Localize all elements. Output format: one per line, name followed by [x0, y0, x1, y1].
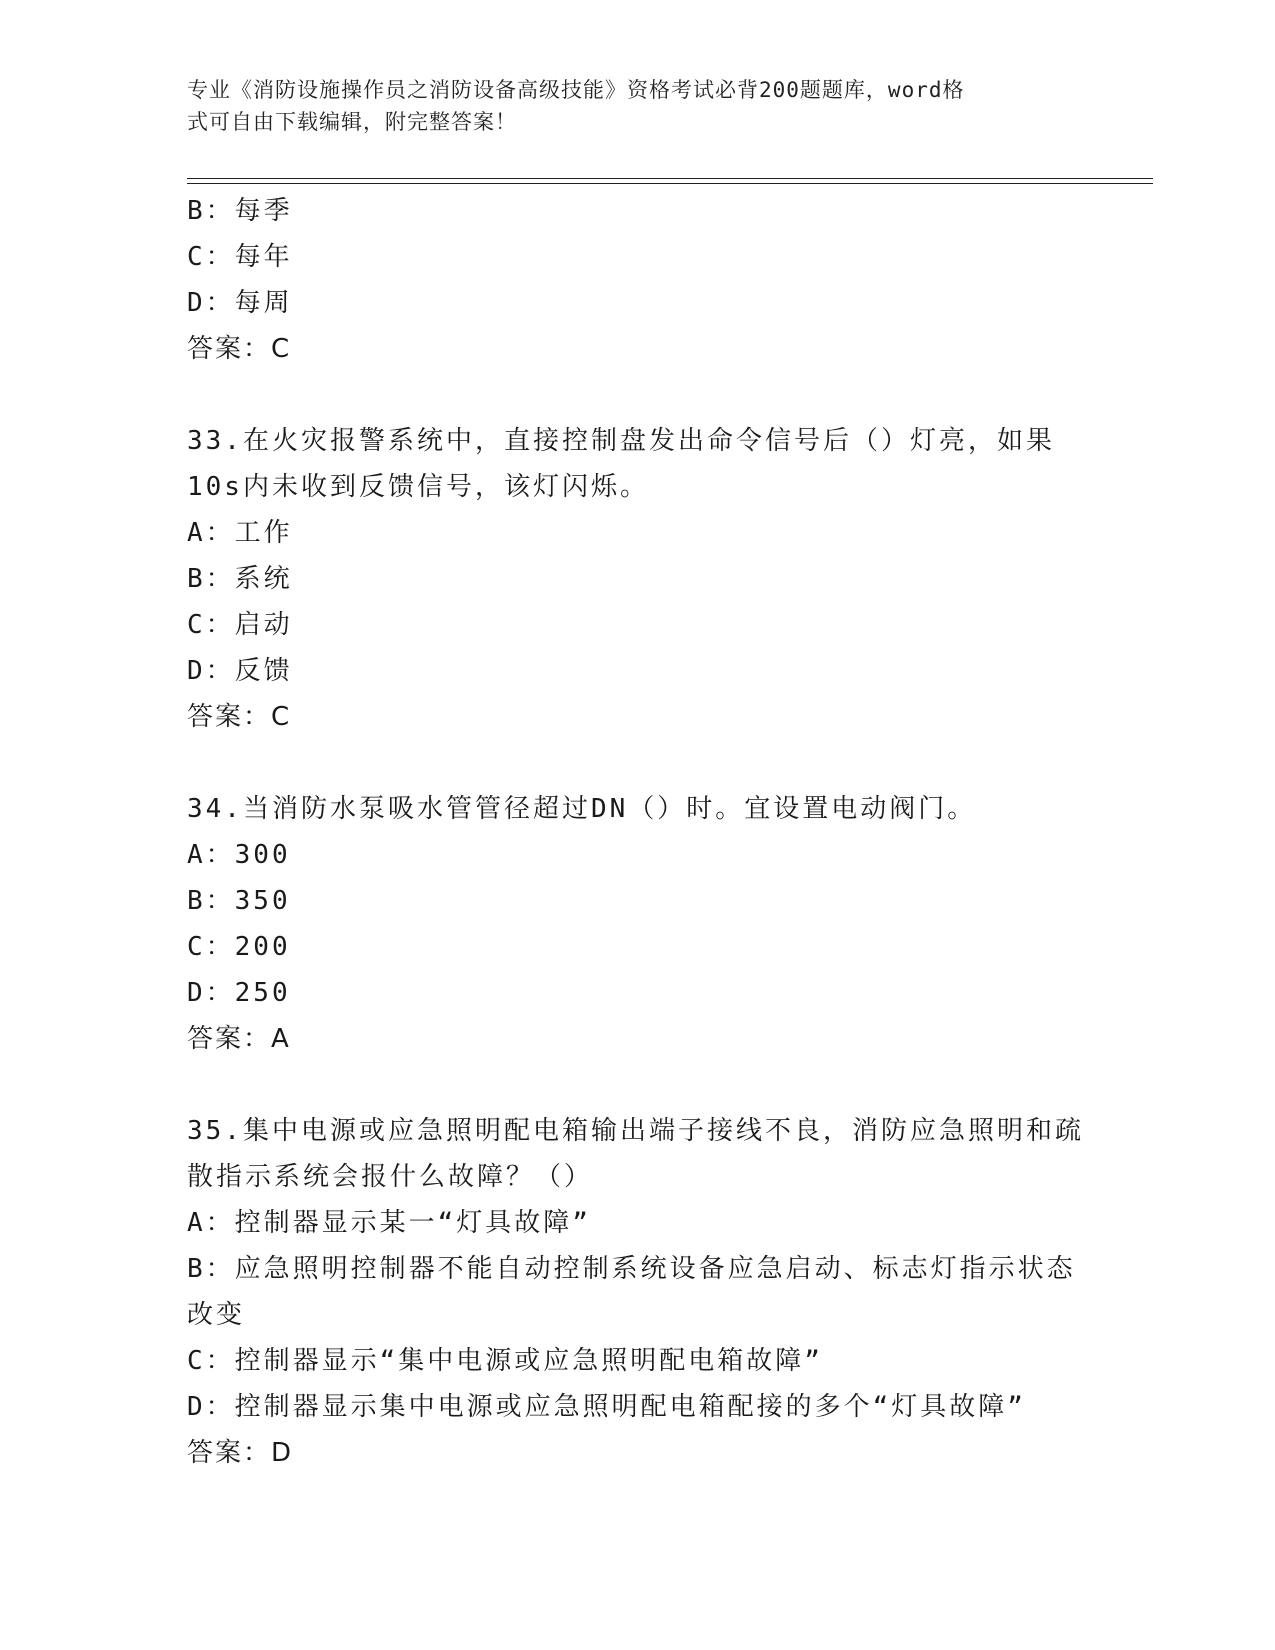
question-text-line-1: 34.当消防水泵吸水管管径超过DN（）时。宜设置电动阀门。 [187, 794, 977, 824]
question-text-line-2: 散指示系统会报什么故障？（） [187, 1162, 594, 1192]
option-d: D：控制器显示集中电源或应急照明配电箱配接的多个“灯具故障” [187, 1392, 1026, 1422]
option-c: C：200 [187, 932, 291, 962]
question-text-line-2: 10s内未收到反馈信号，该灯闪烁。 [187, 472, 649, 502]
answer: 答案：D [187, 1438, 294, 1468]
header-line-1: 专业《消防设施操作员之消防设备高级技能》资格考试必背200题题库，word格 [187, 78, 965, 102]
option-c: C：控制器显示“集中电源或应急照明配电箱故障” [187, 1346, 823, 1376]
header-rule-top [187, 178, 1153, 179]
answer: 答案：C [187, 702, 292, 732]
option-a: A：300 [187, 840, 291, 870]
option-d: D：每周 [187, 288, 293, 318]
answer: 答案：A [187, 1024, 291, 1054]
header-rule-bottom [187, 183, 1153, 184]
question-33 [187, 418, 1087, 740]
option-d: D：250 [187, 978, 291, 1008]
question-content [187, 188, 1087, 1522]
option-b: B：每季 [187, 196, 293, 226]
option-a: A：工作 [187, 518, 293, 548]
option-a: A：控制器显示某一“灯具故障” [187, 1208, 591, 1238]
question-34 [187, 786, 1087, 1062]
question-32-tail [187, 188, 1087, 372]
question-text-line-1: 33.在火灾报警系统中，直接控制盘发出命令信号后（）灯亮，如果 [187, 426, 1055, 456]
option-b: B：350 [187, 886, 291, 916]
document-header [187, 74, 1067, 138]
answer: 答案：C [187, 334, 292, 364]
option-b: B：系统 [187, 564, 293, 594]
option-c: C：每年 [187, 242, 293, 272]
option-b-line-1: B：应急照明控制器不能自动控制系统设备应急启动、标志灯指示状态 [187, 1254, 1076, 1284]
option-d: D：反馈 [187, 656, 293, 686]
question-text-line-1: 35.集中电源或应急照明配电箱输出端子接线不良，消防应急照明和疏 [187, 1116, 1084, 1146]
question-35 [187, 1108, 1087, 1476]
option-b-line-2: 改变 [187, 1300, 246, 1330]
option-c: C：启动 [187, 610, 293, 640]
header-line-2: 式可自由下载编辑，附完整答案！ [187, 110, 517, 134]
